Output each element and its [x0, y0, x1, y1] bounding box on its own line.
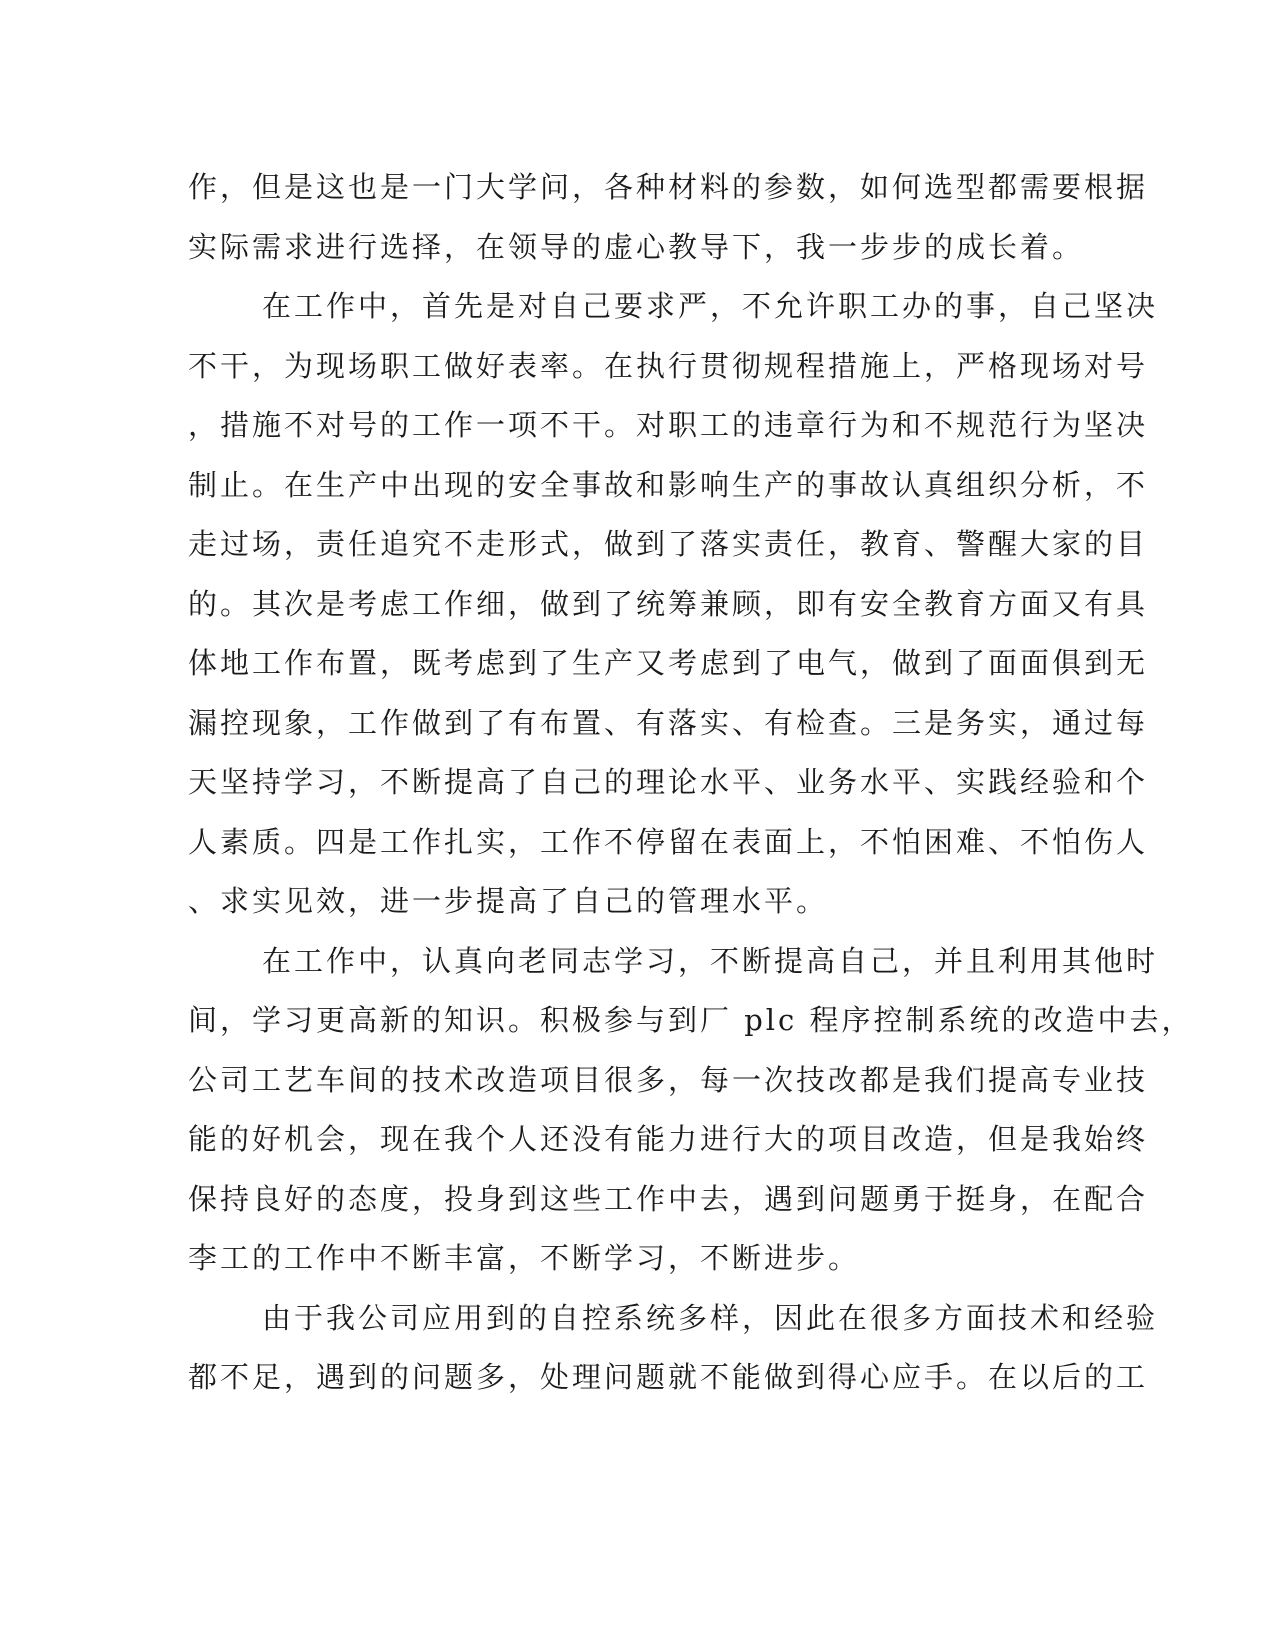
text-line: 人素质。四是工作扎实，工作不停留在表面上，不怕困难、不怕伤人: [188, 824, 1149, 859]
text-line: 、求实见效，进一步提高了自己的管理水平。: [188, 884, 829, 918]
text-line: 能的好机会，现在我个人还没有能力进行大的项目改造，但是我始终: [188, 1122, 1149, 1156]
text-line: 保持良好的态度，投身到这些工作中去，遇到问题勇于挺身，在配合: [188, 1181, 1149, 1216]
text-line: 不干，为现场职工做好表率。在执行贯彻规程措施上，严格现场对号: [188, 348, 1149, 383]
paragraph-start-line: 由于我公司应用到的自控系统多样，因此在很多方面技术和经验: [262, 1300, 1159, 1335]
text-line: 漏控现象，工作做到了有布置、有落实、有检查。三是务实，通过每: [188, 705, 1149, 740]
text-line: 天坚持学习，不断提高了自己的理论水平、业务水平、实践经验和个: [188, 765, 1149, 799]
text-line: 都不足，遇到的问题多，处理问题就不能做到得心应手。在以后的工: [188, 1360, 1149, 1394]
paragraph-start-line: 在工作中，认真向老同志学习，不断提高自己，并且利用其他时: [262, 943, 1159, 978]
text-line: 走过场，责任追究不走形式，做到了落实责任，教育、警醒大家的目: [188, 527, 1149, 561]
text-line: 作，但是这也是一门大学问，各种材料的参数，如何选型都需要根据: [188, 170, 1149, 204]
text-line: 体地工作布置，既考虑到了生产又考虑到了电气，做到了面面俱到无: [188, 646, 1149, 680]
text-line: 李工的工作中不断丰富，不断学习，不断进步。: [188, 1241, 861, 1275]
paragraph-start-line: 在工作中，首先是对自己要求严，不允许职工办的事，自己坚决: [262, 289, 1159, 323]
body-text: [188, 158, 1194, 1408]
text-line: 的。其次是考虑工作细，做到了统筹兼顾，即有安全教育方面又有具: [188, 586, 1149, 621]
text-line: ，措施不对号的工作一项不干。对职工的违章行为和不规范行为坚决: [188, 408, 1149, 442]
text-line: 制止。在生产中出现的安全事故和影响生产的事故认真组织分析，不: [188, 467, 1149, 502]
text-line: 间，学习更高新的知识。积极参与到厂 plc 程序控制系统的改造中去，: [188, 1003, 1194, 1037]
text-line: 公司工艺车间的技术改造项目很多，每一次技改都是我们提高专业技: [188, 1062, 1149, 1097]
text-line: 实际需求进行选择，在领导的虚心教导下，我一步步的成长着。: [188, 229, 1085, 264]
